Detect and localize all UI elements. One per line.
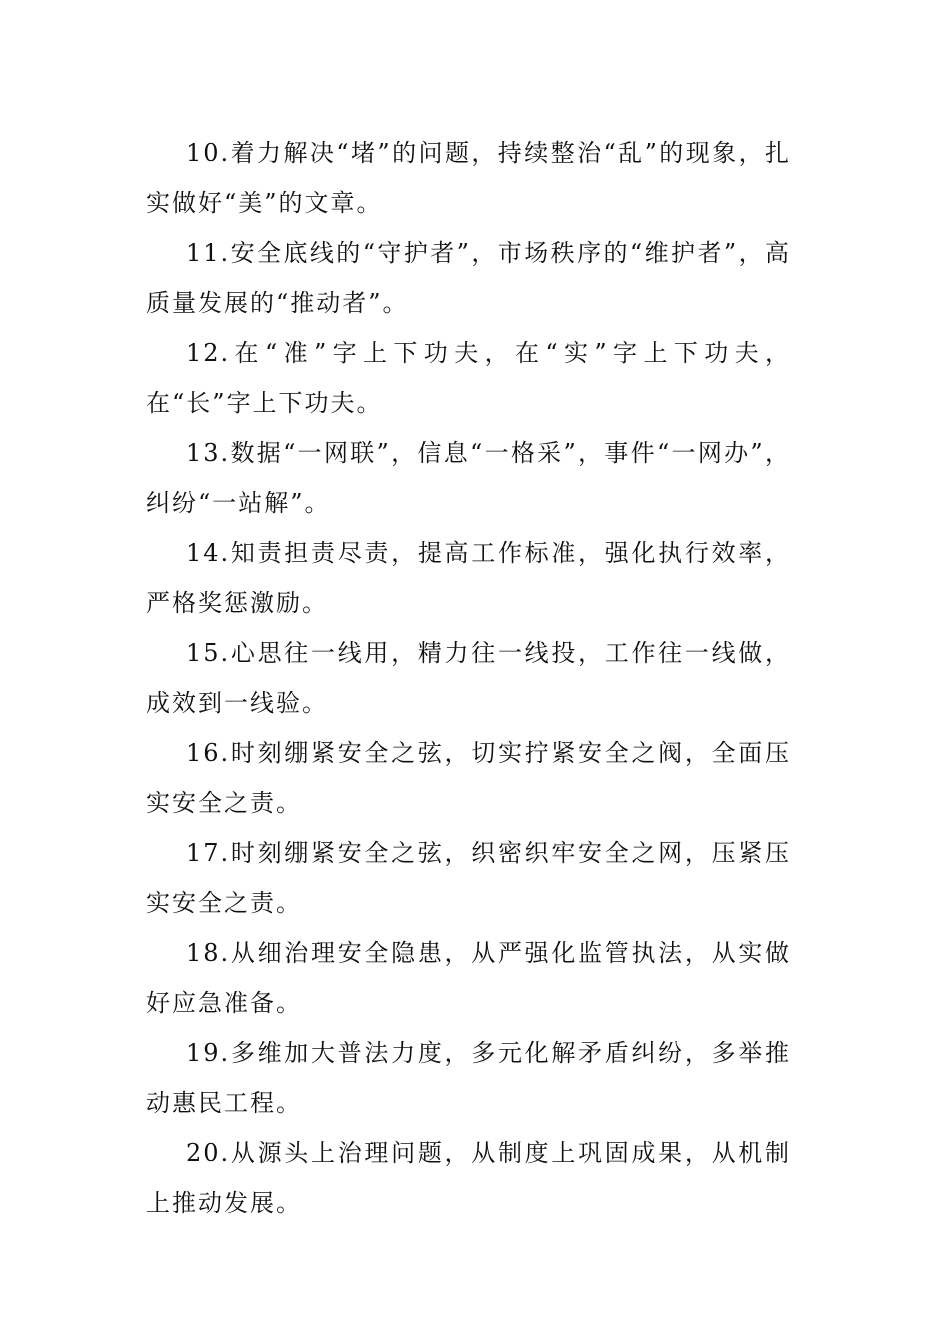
item-text: 时刻绷紧安全之弦，织密织牢安全之网，压紧压实安全之责。 — [146, 839, 791, 917]
list-item — [146, 128, 791, 228]
item-number: 13. — [186, 439, 231, 467]
list-item — [146, 1028, 791, 1128]
list-item — [146, 828, 791, 928]
item-number: 10. — [186, 139, 231, 167]
item-number: 17. — [186, 839, 231, 867]
item-text: 安全底线的“守护者”，市场秩序的“维护者”，高质量发展的“推动者”。 — [146, 239, 791, 317]
item-number: 19. — [186, 1039, 231, 1067]
item-text: 着力解决“堵”的问题，持续整治“乱”的现象，扎实做好“美”的文章。 — [146, 139, 791, 217]
document-body — [146, 128, 791, 1228]
item-number: 16. — [186, 739, 231, 767]
list-item — [146, 1128, 791, 1228]
item-number: 20. — [186, 1139, 231, 1167]
item-text: 从细治理安全隐患，从严强化监管执法，从实做好应急准备。 — [146, 939, 791, 1017]
list-item — [146, 528, 791, 628]
list-item — [146, 228, 791, 328]
item-text: 心思往一线用，精力往一线投，工作往一线做，成效到一线验。 — [146, 639, 791, 717]
item-text: 知责担责尽责，提高工作标准，强化执行效率，严格奖惩激励。 — [146, 539, 791, 617]
item-number: 14. — [186, 539, 231, 567]
list-item — [146, 928, 791, 1028]
item-number: 12. — [186, 339, 231, 367]
item-number: 15. — [186, 639, 231, 667]
list-item — [146, 328, 791, 428]
list-item — [146, 728, 791, 828]
item-text: 时刻绷紧安全之弦，切实拧紧安全之阀，全面压实安全之责。 — [146, 739, 791, 817]
item-number: 18. — [186, 939, 231, 967]
list-item — [146, 428, 791, 528]
item-text: 多维加大普法力度，多元化解矛盾纠纷，多举推动惠民工程。 — [146, 1039, 791, 1117]
item-text: 从源头上治理问题，从制度上巩固成果，从机制上推动发展。 — [146, 1139, 791, 1217]
item-text: 在“准”字上下功夫，在“实”字上下功夫，在“长”字上下功夫。 — [146, 339, 791, 417]
item-number: 11. — [186, 239, 231, 267]
list-item — [146, 628, 791, 728]
item-text: 数据“一网联”，信息“一格采”，事件“一网办”，纠纷“一站解”。 — [146, 439, 791, 517]
